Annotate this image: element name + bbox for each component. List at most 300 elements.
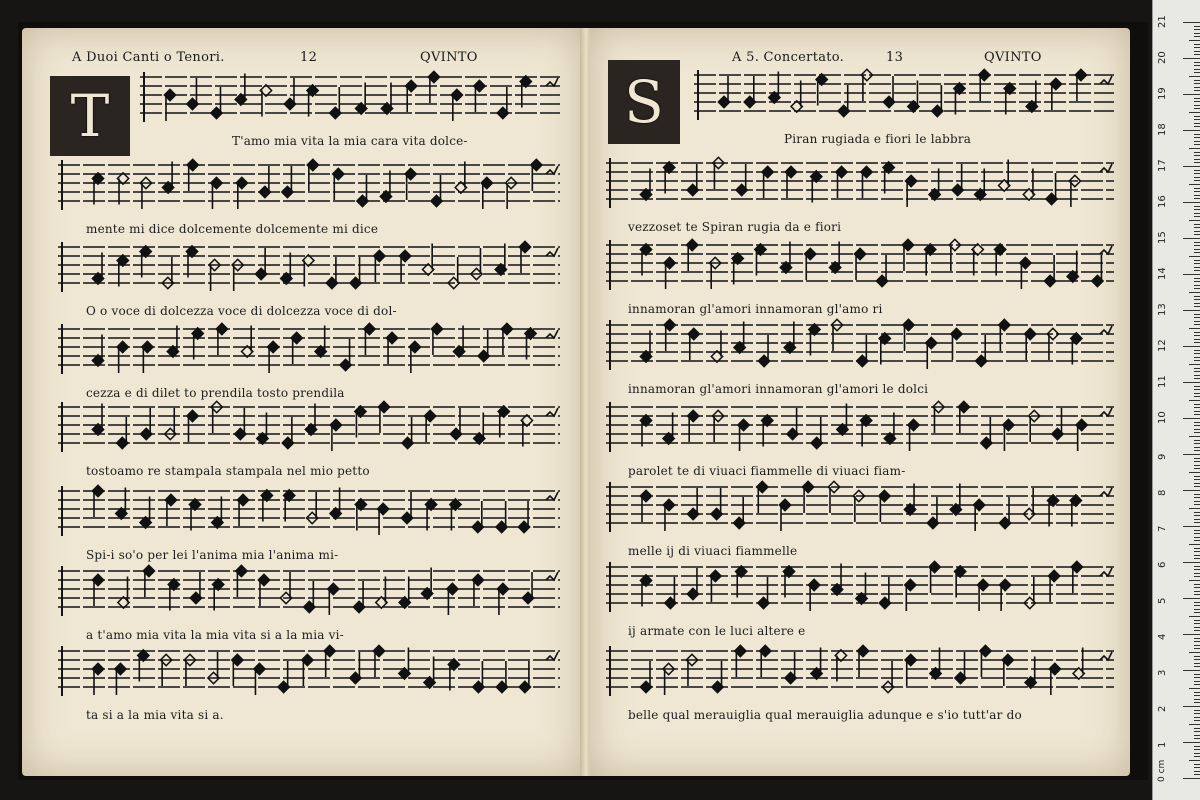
ruler-tick — [1194, 306, 1200, 307]
note-head — [472, 574, 483, 606]
note-head — [495, 244, 506, 276]
ruler-tick — [1194, 105, 1200, 106]
note-head — [340, 339, 351, 371]
ruler-tick — [1183, 346, 1200, 347]
ruler-tick — [1194, 497, 1200, 498]
ruler-tick — [1189, 544, 1200, 545]
ruler-tick — [1194, 281, 1200, 282]
ruler-tick — [1194, 767, 1200, 768]
note-head — [757, 481, 768, 513]
note-head — [1029, 410, 1040, 442]
right-lyric-line-4: innamoran gl'amori innamoran gl'amori le dolci — [628, 382, 929, 396]
note-head — [1071, 333, 1082, 365]
note-head — [259, 166, 270, 198]
ruler-tick — [1194, 648, 1200, 649]
note-head — [1044, 255, 1055, 287]
note-head — [711, 488, 722, 520]
ruler-tick — [1194, 108, 1200, 109]
note-head — [451, 89, 462, 121]
ruler-tick — [1194, 483, 1200, 484]
ruler-tick — [1183, 526, 1200, 527]
ruler-tick — [1194, 288, 1200, 289]
ruler-tick — [1194, 285, 1200, 286]
ruler-tick — [1189, 652, 1200, 653]
ruler-label: 6 — [1157, 561, 1168, 568]
note-head — [949, 239, 960, 271]
ruler-tick — [1194, 152, 1200, 153]
note-head — [1052, 408, 1063, 440]
ruler-tick — [1194, 144, 1200, 145]
ruler-label: 9 — [1157, 453, 1168, 460]
ruler-tick — [1194, 674, 1200, 675]
right-staff-5 — [606, 392, 1114, 462]
ruler-tick — [1194, 321, 1200, 322]
note-head — [117, 417, 128, 449]
note-head — [744, 76, 755, 108]
ruler-tick — [1194, 350, 1200, 351]
note-head — [755, 244, 766, 276]
ruler-tick — [1194, 533, 1200, 534]
note-head — [242, 326, 253, 358]
ruler-tick — [1194, 47, 1200, 48]
left-page-number: 12 — [300, 50, 318, 65]
note-head — [424, 410, 435, 442]
ruler-label: 2 — [1157, 705, 1168, 712]
note-head — [663, 663, 674, 695]
ruler-tick — [1194, 407, 1200, 408]
note-head — [908, 81, 919, 113]
note-head — [734, 497, 745, 529]
note-head — [687, 568, 698, 600]
note-head — [190, 572, 201, 604]
note-head — [933, 401, 944, 433]
note-head — [791, 81, 802, 113]
note-head — [1047, 495, 1058, 527]
note-head — [853, 490, 864, 522]
right-staff-6 — [606, 472, 1114, 542]
ruler-tick — [1194, 198, 1200, 199]
ruler-tick — [1194, 566, 1200, 567]
note-head — [448, 257, 459, 289]
note-head — [496, 661, 507, 693]
note-head — [187, 159, 198, 191]
note-head — [236, 565, 247, 597]
ruler-tick — [1194, 558, 1200, 559]
ruler-tick — [1183, 166, 1200, 167]
right-staff-2 — [606, 148, 1114, 218]
note-head — [980, 645, 991, 677]
ruler-tick — [1194, 519, 1200, 520]
left-lyric-line-7: a t'amo mia vita la mia vita si a la mia vi- — [86, 628, 344, 642]
ruler-tick — [1194, 432, 1200, 433]
note-head — [92, 335, 103, 367]
note-head — [165, 494, 176, 526]
note-head — [211, 87, 222, 119]
ruler-tick — [1189, 364, 1200, 365]
note-head — [975, 169, 986, 201]
note-head — [236, 177, 247, 209]
note-head — [423, 244, 434, 276]
note-head — [688, 328, 699, 360]
note-head — [857, 645, 868, 677]
note-head — [686, 654, 697, 686]
note-head — [932, 85, 943, 117]
note-head — [472, 501, 483, 533]
note-head — [357, 175, 368, 207]
note-head — [519, 241, 530, 273]
note-head — [1026, 81, 1037, 113]
note-head — [324, 645, 335, 677]
right-lyric-line-3: innamoran gl'amori innamoran gl'amo ri — [628, 302, 883, 316]
ruler-tick — [1194, 584, 1200, 585]
note-head — [1067, 251, 1078, 283]
ruler-unit: 0 cm — [1157, 759, 1167, 782]
ruler-tick — [1194, 357, 1200, 358]
ruler-tick — [1194, 260, 1200, 261]
note-head — [1050, 78, 1061, 110]
ruler-label: 10 — [1157, 411, 1168, 424]
note-head — [447, 583, 458, 615]
ruler-tick — [1194, 116, 1200, 117]
note-head — [303, 255, 314, 287]
ruler-tick — [1183, 634, 1200, 635]
ruler-tick — [1194, 342, 1200, 343]
note-head — [282, 166, 293, 198]
note-head — [140, 177, 151, 209]
note-head — [861, 166, 872, 198]
ruler-tick — [1194, 620, 1200, 621]
note-head — [831, 564, 842, 596]
note-head — [879, 490, 890, 522]
ruler-tick — [1183, 454, 1200, 455]
ruler-tick — [1183, 490, 1200, 491]
note-head — [376, 577, 387, 609]
left-staff-2 — [58, 150, 560, 220]
note-head — [1076, 419, 1087, 451]
ruler-tick — [1194, 627, 1200, 628]
ruler-tick — [1194, 450, 1200, 451]
ruler-tick — [1194, 378, 1200, 379]
ruler-tick — [1189, 256, 1200, 257]
note-head — [1048, 570, 1059, 602]
note-head — [186, 246, 197, 278]
ruler-label: 19 — [1157, 87, 1168, 100]
note-head — [976, 335, 987, 367]
ruler-label: 1 — [1157, 741, 1168, 748]
ruler-tick — [1194, 65, 1200, 66]
ruler-label: 21 — [1157, 15, 1168, 28]
note-head — [640, 575, 651, 607]
ruler-tick — [1194, 134, 1200, 135]
note-head — [663, 413, 674, 445]
note-head — [409, 341, 420, 373]
note-head — [209, 259, 220, 291]
note-head — [307, 159, 318, 191]
left-staff-8 — [58, 636, 560, 706]
note-head — [908, 419, 919, 451]
note-head — [208, 652, 219, 684]
ruler-label: 5 — [1157, 597, 1168, 604]
note-head — [640, 415, 651, 447]
ruler-tick — [1194, 695, 1200, 696]
note-head — [164, 89, 175, 121]
note-head — [117, 173, 128, 205]
ruler-label: 3 — [1157, 669, 1168, 676]
note-head — [525, 328, 536, 360]
ruler-tick — [1194, 476, 1200, 477]
right-staff-4 — [606, 310, 1114, 380]
note-head — [779, 499, 790, 531]
note-head — [929, 561, 940, 593]
note-head — [955, 566, 966, 598]
ruler-tick — [1194, 530, 1200, 531]
ruler-tick — [1183, 598, 1200, 599]
note-head — [187, 410, 198, 442]
note-head — [1003, 419, 1014, 451]
note-head — [520, 76, 531, 108]
note-head — [884, 413, 895, 445]
note-head — [138, 650, 149, 682]
note-head — [302, 654, 313, 686]
ruler-tick — [1194, 684, 1200, 685]
note-head — [257, 413, 268, 445]
note-head — [958, 401, 969, 433]
ruler-tick — [1194, 720, 1200, 721]
note-head — [738, 419, 749, 451]
ruler-tick — [1183, 310, 1200, 311]
ruler-tick — [1189, 220, 1200, 221]
note-head — [350, 652, 361, 684]
note-head — [1024, 577, 1035, 609]
ruler-tick — [1194, 101, 1200, 102]
ruler-tick — [1183, 778, 1200, 779]
note-head — [497, 87, 508, 119]
left-lyric-line-4: cezza e di dilet to prendila tosto prendila — [86, 386, 345, 400]
initial-letter: S — [624, 68, 664, 136]
ruler-label: 14 — [1157, 267, 1168, 280]
ruler-tick — [1194, 429, 1200, 430]
ruler-label: 8 — [1157, 489, 1168, 496]
note-head — [425, 499, 436, 531]
ruler-tick — [1194, 414, 1200, 415]
ruler-tick — [1194, 641, 1200, 642]
note-head — [736, 566, 747, 598]
right-staff-3 — [606, 230, 1114, 300]
note-head — [405, 168, 416, 200]
ruler-tick — [1189, 472, 1200, 473]
left-staff-6 — [58, 476, 560, 546]
note-head — [688, 410, 699, 442]
note-head — [981, 417, 992, 449]
left-lyric-line-3: O o voce di dolcezza voce di dolcezza voce di dol- — [86, 304, 397, 318]
ruler-tick — [1194, 396, 1200, 397]
note-head — [399, 577, 410, 609]
note-head — [860, 415, 871, 447]
ruler-tick — [1194, 227, 1200, 228]
ruler-tick — [1194, 710, 1200, 711]
note-head — [501, 323, 512, 355]
ruler-tick — [1183, 202, 1200, 203]
note-head — [140, 246, 151, 278]
note-head — [664, 257, 675, 289]
left-lyric-line-5: tostoamo re stampala stampala nel mio petto — [86, 464, 370, 478]
note-head — [876, 255, 887, 287]
ruler-tick — [1194, 656, 1200, 657]
note-head — [1069, 175, 1080, 207]
note-head — [168, 579, 179, 611]
ruler-tick — [1194, 479, 1200, 480]
note-head — [732, 253, 743, 285]
ruler-tick — [1183, 670, 1200, 671]
ruler-tick — [1194, 216, 1200, 217]
ruler-tick — [1194, 515, 1200, 516]
note-head — [664, 319, 675, 351]
ruler-tick — [1194, 645, 1200, 646]
ruler-tick — [1194, 458, 1200, 459]
note-head — [837, 404, 848, 436]
note-head — [498, 406, 509, 438]
ruler-tick — [1189, 328, 1200, 329]
note-head — [999, 160, 1010, 192]
note-head — [952, 164, 963, 196]
note-head — [356, 83, 367, 115]
ruler-tick — [1189, 400, 1200, 401]
ruler-tick — [1194, 386, 1200, 387]
note-head — [713, 157, 724, 189]
note-head — [879, 577, 890, 609]
ruler-tick — [1194, 465, 1200, 466]
note-head — [189, 499, 200, 531]
note-head — [769, 72, 780, 104]
ruler-tick — [1194, 537, 1200, 538]
ruler-tick — [1194, 224, 1200, 225]
note-head — [780, 242, 791, 274]
ruler-tick — [1194, 630, 1200, 631]
ruler-tick — [1194, 468, 1200, 469]
note-head — [518, 501, 529, 533]
ruler-tick — [1194, 72, 1200, 73]
ruler-tick — [1194, 591, 1200, 592]
left-staff-4 — [58, 314, 560, 384]
ruler-tick — [1194, 749, 1200, 750]
ruler-tick — [1194, 440, 1200, 441]
left-lyric-line-6: Spi-i so'o per lei l'anima mia l'anima mi- — [86, 548, 339, 562]
ruler-tick — [1183, 58, 1200, 59]
note-head — [235, 74, 246, 106]
note-head — [473, 661, 484, 693]
ruler-label: 12 — [1157, 339, 1168, 352]
note-head — [785, 166, 796, 198]
note-head — [838, 85, 849, 117]
ruler-tick — [1194, 234, 1200, 235]
note-head — [734, 322, 745, 354]
ruler-tick — [1194, 119, 1200, 120]
ruler-tick — [1189, 76, 1200, 77]
ruler-tick — [1194, 195, 1200, 196]
note-head — [999, 579, 1010, 611]
ruler-tick — [1194, 602, 1200, 603]
note-head — [401, 492, 412, 524]
ruler-tick — [1194, 512, 1200, 513]
note-head — [640, 331, 651, 363]
note-head — [808, 579, 819, 611]
ruler-tick — [1189, 580, 1200, 581]
note-head — [835, 650, 846, 682]
note-head — [857, 335, 868, 367]
note-head — [162, 257, 173, 289]
note-head — [255, 248, 266, 280]
right-lyric-line-7: ij armate con le luci altere e — [628, 624, 806, 638]
note-head — [816, 74, 827, 106]
ruler-tick — [1194, 666, 1200, 667]
ruler-tick — [1189, 616, 1200, 617]
note-head — [260, 85, 271, 117]
note-head — [882, 661, 893, 693]
note-head — [1020, 257, 1031, 289]
note-head — [330, 87, 341, 119]
note-head — [92, 173, 103, 205]
note-head — [355, 406, 366, 438]
ruler-tick — [1189, 724, 1200, 725]
ruler-tick — [1194, 141, 1200, 142]
note-head — [333, 168, 344, 200]
note-head — [640, 661, 651, 693]
note-head — [1025, 328, 1036, 360]
note-head — [167, 326, 178, 358]
ruler-label: 11 — [1157, 375, 1168, 388]
note-head — [861, 69, 872, 101]
note-head — [904, 484, 915, 516]
ruler-tick — [1194, 494, 1200, 495]
note-head — [663, 499, 674, 531]
note-head — [979, 69, 990, 101]
ruler-tick — [1194, 659, 1200, 660]
ruler-tick — [1194, 702, 1200, 703]
ruler-tick — [1189, 760, 1200, 761]
ruler-tick — [1194, 98, 1200, 99]
ruler-tick — [1194, 746, 1200, 747]
note-head — [711, 331, 722, 363]
note-head — [280, 572, 291, 604]
ruler-tick — [1194, 764, 1200, 765]
note-head — [785, 652, 796, 684]
note-head — [809, 324, 820, 356]
note-head — [141, 408, 152, 440]
ruler-tick — [1194, 422, 1200, 423]
note-head — [787, 408, 798, 440]
ruler-tick — [1194, 587, 1200, 588]
note-head — [192, 328, 203, 360]
ruler-tick — [1194, 339, 1200, 340]
left-lyric-line-8: ta si a la mia vita si a. — [86, 708, 224, 722]
note-head — [805, 248, 816, 280]
left-staff-5 — [58, 392, 560, 462]
note-head — [237, 494, 248, 526]
ruler-tick — [1194, 62, 1200, 63]
note-head — [258, 574, 269, 606]
note-head — [330, 488, 341, 520]
note-head — [381, 83, 392, 115]
note-head — [905, 579, 916, 611]
ruler-tick — [1194, 551, 1200, 552]
note-head — [355, 499, 366, 531]
ruler-tick — [1194, 638, 1200, 639]
note-head — [955, 652, 966, 684]
ruler-tick — [1194, 677, 1200, 678]
note-head — [1075, 69, 1086, 101]
ruler-tick — [1194, 80, 1200, 81]
note-head — [856, 573, 867, 605]
